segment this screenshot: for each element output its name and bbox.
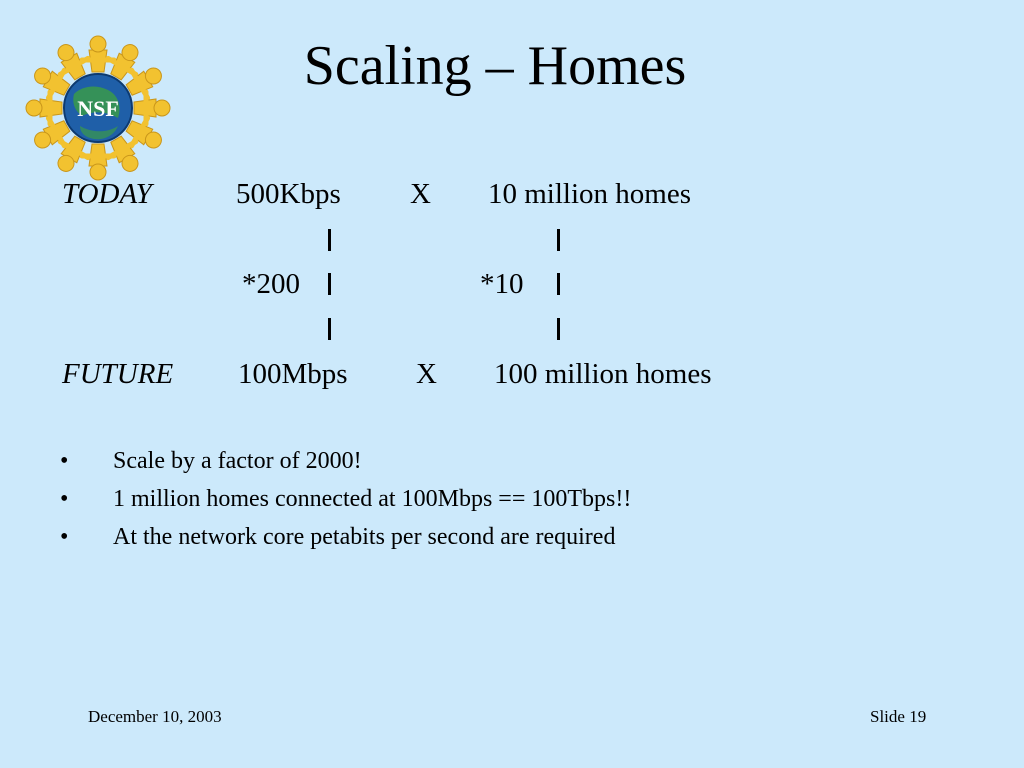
connector-bar-left-1 <box>328 229 331 251</box>
factor-left: *200 <box>242 268 300 300</box>
footer-slide-number: Slide 19 <box>870 707 927 726</box>
future-rate: 100Mbps <box>238 358 348 390</box>
today-label: TODAY <box>62 178 152 210</box>
today-rate: 500Kbps <box>236 178 341 210</box>
bullet-item <box>60 482 960 520</box>
slide-title: Scaling – Homes <box>303 35 687 97</box>
bullet-text: Scale by a factor of 2000! <box>113 448 362 474</box>
future-label: FUTURE <box>62 358 174 390</box>
bullet-dot: • <box>60 486 69 512</box>
factor-right: *10 <box>480 268 524 300</box>
bullet-text: 1 million homes connected at 100Mbps == 100Tbps!! <box>113 486 632 512</box>
bullet-item <box>60 444 960 482</box>
logo-ray <box>26 92 62 124</box>
connector-bar-right-2 <box>557 273 560 295</box>
connector-bar-right-1 <box>557 229 560 251</box>
connector-bar-left-3 <box>328 318 331 340</box>
logo-ray <box>82 144 114 180</box>
nsf-logo-text: NSF <box>77 96 119 121</box>
bullet-item <box>60 520 960 558</box>
bullet-list <box>60 444 960 558</box>
logo-ray <box>134 92 170 124</box>
today-multiply: X <box>410 178 431 210</box>
nsf-logo <box>22 32 174 184</box>
logo-ray <box>82 36 114 72</box>
future-homes: 100 million homes <box>494 358 712 390</box>
future-multiply: X <box>416 358 437 390</box>
connector-bar-left-2 <box>328 273 331 295</box>
bullet-dot: • <box>60 524 69 550</box>
connector-bar-right-3 <box>557 318 560 340</box>
today-homes: 10 million homes <box>488 178 691 210</box>
bullet-text: At the network core petabits per second are required <box>113 524 616 550</box>
bullet-dot: • <box>60 448 69 474</box>
footer-date: December 10, 2003 <box>88 707 222 726</box>
